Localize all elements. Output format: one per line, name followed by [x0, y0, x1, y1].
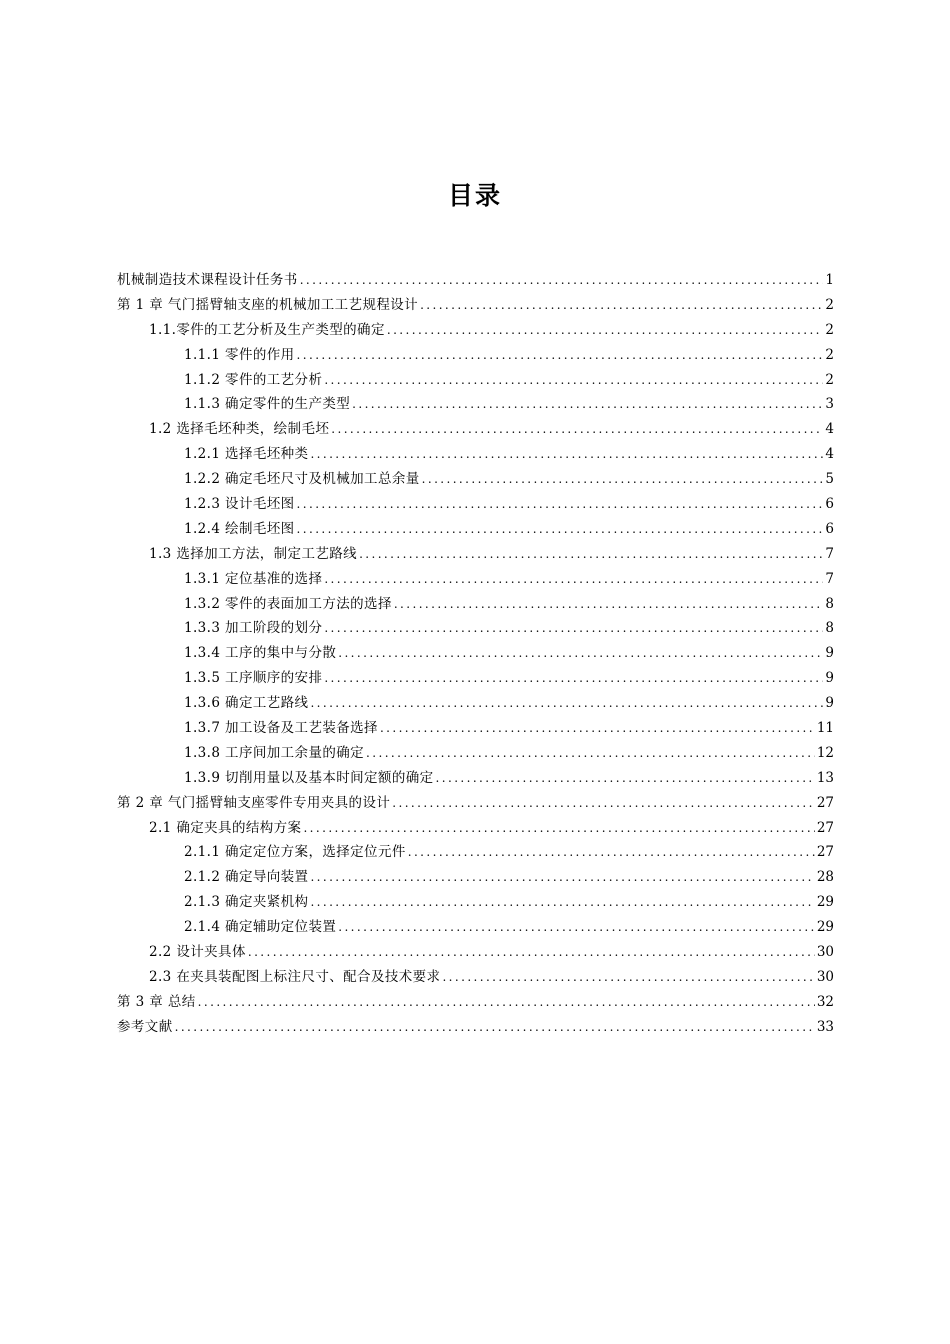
toc-dot-leader: [303, 821, 814, 835]
toc-entry[interactable]: [117, 1015, 834, 1040]
toc-entry-label: 1.1.3 确定零件的生产类型: [184, 396, 351, 413]
toc-entry[interactable]: [117, 542, 834, 567]
toc-entry-page-number: 11: [816, 720, 834, 737]
toc-entry-label: 1.3.8 工序间加工余量的确定: [184, 744, 365, 761]
toc-entry-page-number: 27: [816, 844, 834, 861]
toc-entry[interactable]: [117, 417, 834, 442]
toc-dot-leader: [394, 597, 824, 611]
toc-dot-leader: [420, 298, 823, 312]
toc-entry-label: 1.3.9 切削用量以及基本时间定额的确定: [184, 769, 434, 786]
toc-dot-leader: [338, 920, 815, 934]
toc-dot-leader: [300, 273, 824, 287]
toc-entry[interactable]: [117, 940, 834, 965]
toc-dot-leader: [338, 646, 823, 660]
toc-entry[interactable]: [117, 840, 834, 865]
toc-entry-page-number: 2: [825, 346, 834, 363]
toc-dot-leader: [310, 870, 814, 884]
toc-dot-leader: [324, 671, 823, 685]
toc-entry-label: 1.2.2 确定毛坯尺寸及机械加工总余量: [184, 471, 420, 488]
toc-entry-page-number: 30: [816, 944, 834, 961]
toc-entry[interactable]: [117, 791, 834, 816]
page-title: 目录: [447, 181, 502, 210]
toc-dot-leader: [408, 845, 815, 859]
toc-entry[interactable]: [117, 716, 834, 741]
toc-entry-page-number: 9: [825, 695, 834, 712]
toc-entry-page-number: 29: [816, 919, 834, 936]
toc-entry-label: 2.3 在夹具装配图上标注尺寸、配合及技术要求: [149, 968, 441, 985]
toc-entry[interactable]: [117, 392, 834, 417]
toc-entry-label: 1.1.零件的工艺分析及生产类型的确定: [149, 321, 385, 338]
toc-entry-page-number: 9: [825, 670, 834, 687]
toc-dot-leader: [422, 472, 824, 486]
toc-entry[interactable]: [117, 666, 834, 691]
toc-dot-leader: [198, 995, 815, 1009]
toc-entry[interactable]: [117, 492, 834, 517]
toc-entry-page-number: 5: [825, 471, 834, 488]
toc-entry-label: 1.3.2 零件的表面加工方法的选择: [184, 595, 392, 612]
toc-entry-page-number: 8: [825, 620, 834, 637]
toc-dot-leader: [310, 696, 823, 710]
toc-dot-leader: [175, 1020, 815, 1034]
toc-entry[interactable]: [117, 616, 834, 641]
toc-entry-page-number: 8: [825, 595, 834, 612]
toc-entry[interactable]: [117, 816, 834, 841]
toc-entry-label: 1.3.3 加工阶段的划分: [184, 620, 323, 637]
toc-entry[interactable]: [117, 766, 834, 791]
toc-entry-page-number: 28: [816, 869, 834, 886]
toc-entry-label: 2.1.2 确定导向装置: [184, 869, 309, 886]
toc-dot-leader: [297, 522, 824, 536]
toc-dot-leader: [331, 422, 823, 436]
toc-entry-label: 1.2 选择毛坯种类，绘制毛坯: [149, 421, 330, 438]
table-of-contents: [117, 268, 834, 1040]
toc-entry[interactable]: [117, 865, 834, 890]
toc-entry-label: 1.3.5 工序顺序的安排: [184, 670, 323, 687]
toc-dot-leader: [359, 547, 823, 561]
toc-entry-page-number: 13: [816, 769, 834, 786]
toc-entry[interactable]: [117, 467, 834, 492]
toc-entry[interactable]: [117, 368, 834, 393]
toc-entry-label: 机械制造技术课程设计任务书: [117, 272, 298, 288]
toc-entry[interactable]: [117, 691, 834, 716]
toc-dot-leader: [310, 895, 814, 909]
toc-entry[interactable]: [117, 567, 834, 592]
toc-entry-label: 1.3.1 定位基准的选择: [184, 570, 323, 587]
toc-entry-page-number: 2: [825, 321, 834, 338]
toc-entry-label: 1.1.1 零件的作用: [184, 346, 295, 363]
toc-entry-label: 1.2.4 绘制毛坯图: [184, 520, 295, 537]
toc-entry-page-number: 4: [825, 446, 834, 463]
toc-entry-page-number: 33: [816, 1018, 834, 1035]
toc-entry[interactable]: [117, 268, 834, 293]
toc-entry-page-number: 27: [816, 819, 834, 836]
toc-dot-leader: [366, 746, 815, 760]
toc-dot-leader: [387, 323, 824, 337]
toc-entry-label: 2.1.1 确定定位方案，选择定位元件: [184, 844, 406, 861]
toc-entry-page-number: 6: [825, 496, 834, 513]
toc-entry-page-number: 2: [825, 296, 834, 313]
toc-dot-leader: [352, 397, 823, 411]
toc-entry-label: 2.1.3 确定夹紧机构: [184, 894, 309, 911]
toc-entry-page-number: 6: [825, 520, 834, 537]
toc-entry[interactable]: [117, 741, 834, 766]
toc-entry-page-number: 9: [825, 645, 834, 662]
toc-dot-leader: [297, 348, 824, 362]
toc-entry-label: 1.3 选择加工方法，制定工艺路线: [149, 545, 358, 562]
toc-dot-leader: [380, 721, 815, 735]
toc-dot-leader: [436, 771, 815, 785]
toc-entry-label: 2.1.4 确定辅助定位装置: [184, 919, 337, 936]
toc-entry-page-number: 2: [825, 371, 834, 388]
toc-entry-page-number: 7: [825, 570, 834, 587]
toc-entry[interactable]: [117, 990, 834, 1015]
toc-entry-label: 1.3.6 确定工艺路线: [184, 695, 309, 712]
toc-dot-leader: [324, 621, 823, 635]
toc-entry-page-number: 30: [816, 968, 834, 985]
toc-entry-label: 2.2 设计夹具体: [149, 944, 246, 961]
toc-dot-leader: [310, 447, 823, 461]
toc-entry-label: 1.2.1 选择毛坯种类: [184, 446, 309, 463]
toc-entry[interactable]: [117, 517, 834, 542]
toc-entry[interactable]: [117, 641, 834, 666]
toc-entry-label: 参考文献: [117, 1018, 173, 1035]
toc-dot-leader: [297, 497, 824, 511]
toc-entry-page-number: 1: [825, 272, 834, 288]
toc-entry[interactable]: [117, 890, 834, 915]
toc-entry[interactable]: [117, 343, 834, 368]
toc-entry-label: 第 3 章 总结: [117, 993, 196, 1010]
toc-entry-label: 1.3.7 加工设备及工艺装备选择: [184, 720, 378, 737]
toc-entry[interactable]: [117, 442, 834, 467]
toc-entry-label: 1.1.2 零件的工艺分析: [184, 371, 323, 388]
toc-entry-page-number: 12: [816, 744, 834, 761]
toc-dot-leader: [324, 572, 823, 586]
toc-entry[interactable]: [117, 318, 834, 343]
toc-entry-label: 第 2 章 气门摇臂轴支座零件专用夹具的设计: [117, 794, 391, 811]
toc-entry[interactable]: [117, 965, 834, 990]
toc-entry-page-number: 29: [816, 894, 834, 911]
toc-dot-leader: [392, 796, 815, 810]
toc-dot-leader: [442, 970, 814, 984]
toc-entry-page-number: 4: [825, 421, 834, 438]
toc-entry-label: 第 1 章 气门摇臂轴支座的机械加工工艺规程设计: [117, 296, 419, 313]
toc-entry[interactable]: [117, 915, 834, 940]
toc-entry-label: 2.1 确定夹具的结构方案: [149, 819, 302, 836]
toc-dot-leader: [324, 373, 823, 387]
toc-entry-page-number: 32: [816, 993, 834, 1010]
toc-entry-page-number: 27: [816, 794, 834, 811]
toc-entry-page-number: 7: [825, 545, 834, 562]
toc-entry[interactable]: [117, 592, 834, 617]
toc-entry-label: 1.2.3 设计毛坯图: [184, 496, 295, 513]
toc-dot-leader: [248, 945, 815, 959]
toc-entry[interactable]: [117, 293, 834, 318]
toc-entry-page-number: 3: [825, 396, 834, 413]
toc-entry-label: 1.3.4 工序的集中与分散: [184, 645, 337, 662]
